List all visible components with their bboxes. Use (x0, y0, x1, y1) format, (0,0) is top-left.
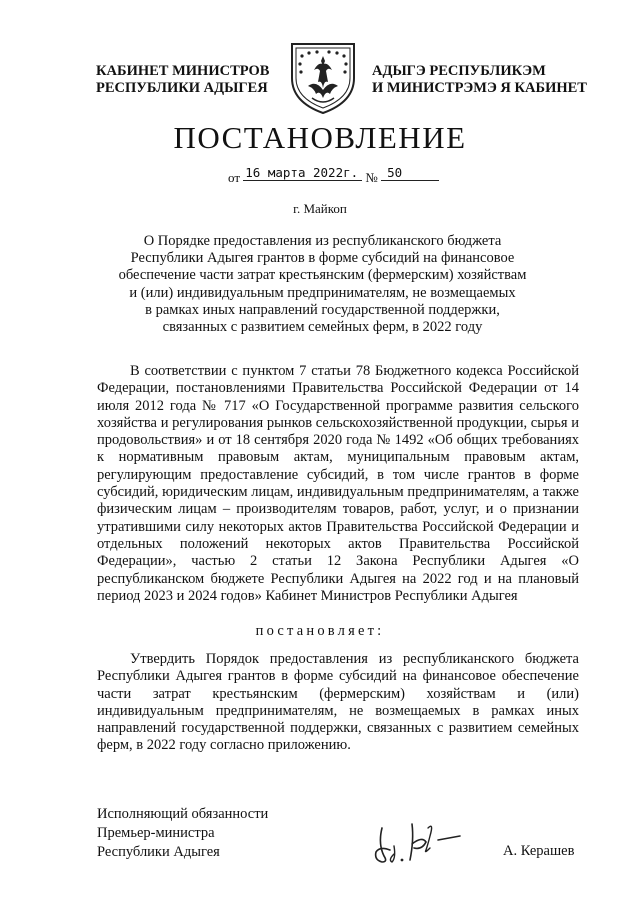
signer-name: А. Керашев (503, 843, 575, 859)
coat-of-arms-icon (284, 36, 362, 116)
document-subject (110, 233, 535, 336)
issuer-adyghe-line-2: И МИНИСТРЭМЭ Я КАБИНЕТ (372, 80, 587, 96)
date-prefix: от (228, 170, 241, 185)
number-prefix: № (365, 170, 378, 185)
resolves-heading: постановляет: (255, 623, 385, 639)
date-number-line (228, 165, 439, 185)
issuer-line-1: КАБИНЕТ МИНИСТРОВ (96, 63, 270, 79)
handwritten-signature-icon (368, 810, 468, 870)
city: г. Майкоп (293, 201, 347, 216)
document-date: 16 марта 2022г. (243, 165, 362, 181)
document-number: 50 (381, 165, 439, 181)
position-line-1: Исполняющий обязанности (97, 806, 269, 822)
preamble-paragraph: В соответствии с пунктом 7 статьи 78 Бюджетного кодекса Российской Федерации, постановлениями Правительства Российской Федерации от 14 июля 2012 года № 717 «О Государственной программе развития сельского хозяйства и регулирования рынков сельскохозяйственной продукции, сырья и продовольствия» и от 18 сентября 2020 года № 1492 «Об общих требованиях к нормативным правовым актам, муниципальным правовым актам, регулирующим предоставление субсидий, в том числе грантов в форме субсидий, юридическим лицам, индивидуальным предпринимателям, а также физическим лицам – производителям товаров, работ, услуг, и о признании утратившими силу некоторых актов Правительства Российской Федерации и отдельных положений некоторых актов Правительства Российской Федерации», частью 2 статьи 12 Закона Республики Адыгея «О республиканском бюджете Республики Адыгея на 2022 год и на плановый период 2023 и 2024 годов» Кабинет Министров Республики Адыгея (97, 363, 579, 604)
issuer-name-russian (96, 63, 269, 97)
issuer-name-adyghe (372, 63, 587, 97)
subject-line: обеспечение части затрат крестьянским (фермерским) хозяйствам (118, 267, 527, 284)
subject-line: и (или) индивидуальным предпринимателям, не возмещаемых (129, 284, 516, 301)
issuer-adyghe-line-1: АДЫГЭ РЕСПУБЛИКЭМ (372, 63, 546, 79)
signatory-position (97, 805, 268, 862)
position-line-2: Премьер-министра (97, 825, 215, 841)
resolution-paragraph: Утвердить Порядок предоставления из республиканского бюджета Республики Адыгея грантов в форме субсидий на финансовое обеспечение части затрат крестьянским (фермерским) хозяйствам и (или) индивидуальным предпринимателям, не возмещаемых в рамках иных направлений государственной поддержки, связанных с развитием семейных ферм, в 2022 году согласно приложению. (97, 651, 579, 754)
subject-line: в рамках иных направлений государственной поддержки, (145, 301, 500, 318)
position-line-3: Республики Адыгея (97, 844, 220, 860)
subject-line: связанных с развитием семейных ферм, в 2022 году (162, 319, 483, 336)
document-title: ПОСТАНОВЛЕНИЕ (173, 120, 467, 155)
issuer-line-2: РЕСПУБЛИКИ АДЫГЕЯ (96, 80, 268, 96)
subject-line: Республики Адыгея грантов в форме субсидий на финансовое (130, 250, 515, 267)
subject-line: О Порядке предоставления из республиканского бюджета (143, 233, 502, 249)
